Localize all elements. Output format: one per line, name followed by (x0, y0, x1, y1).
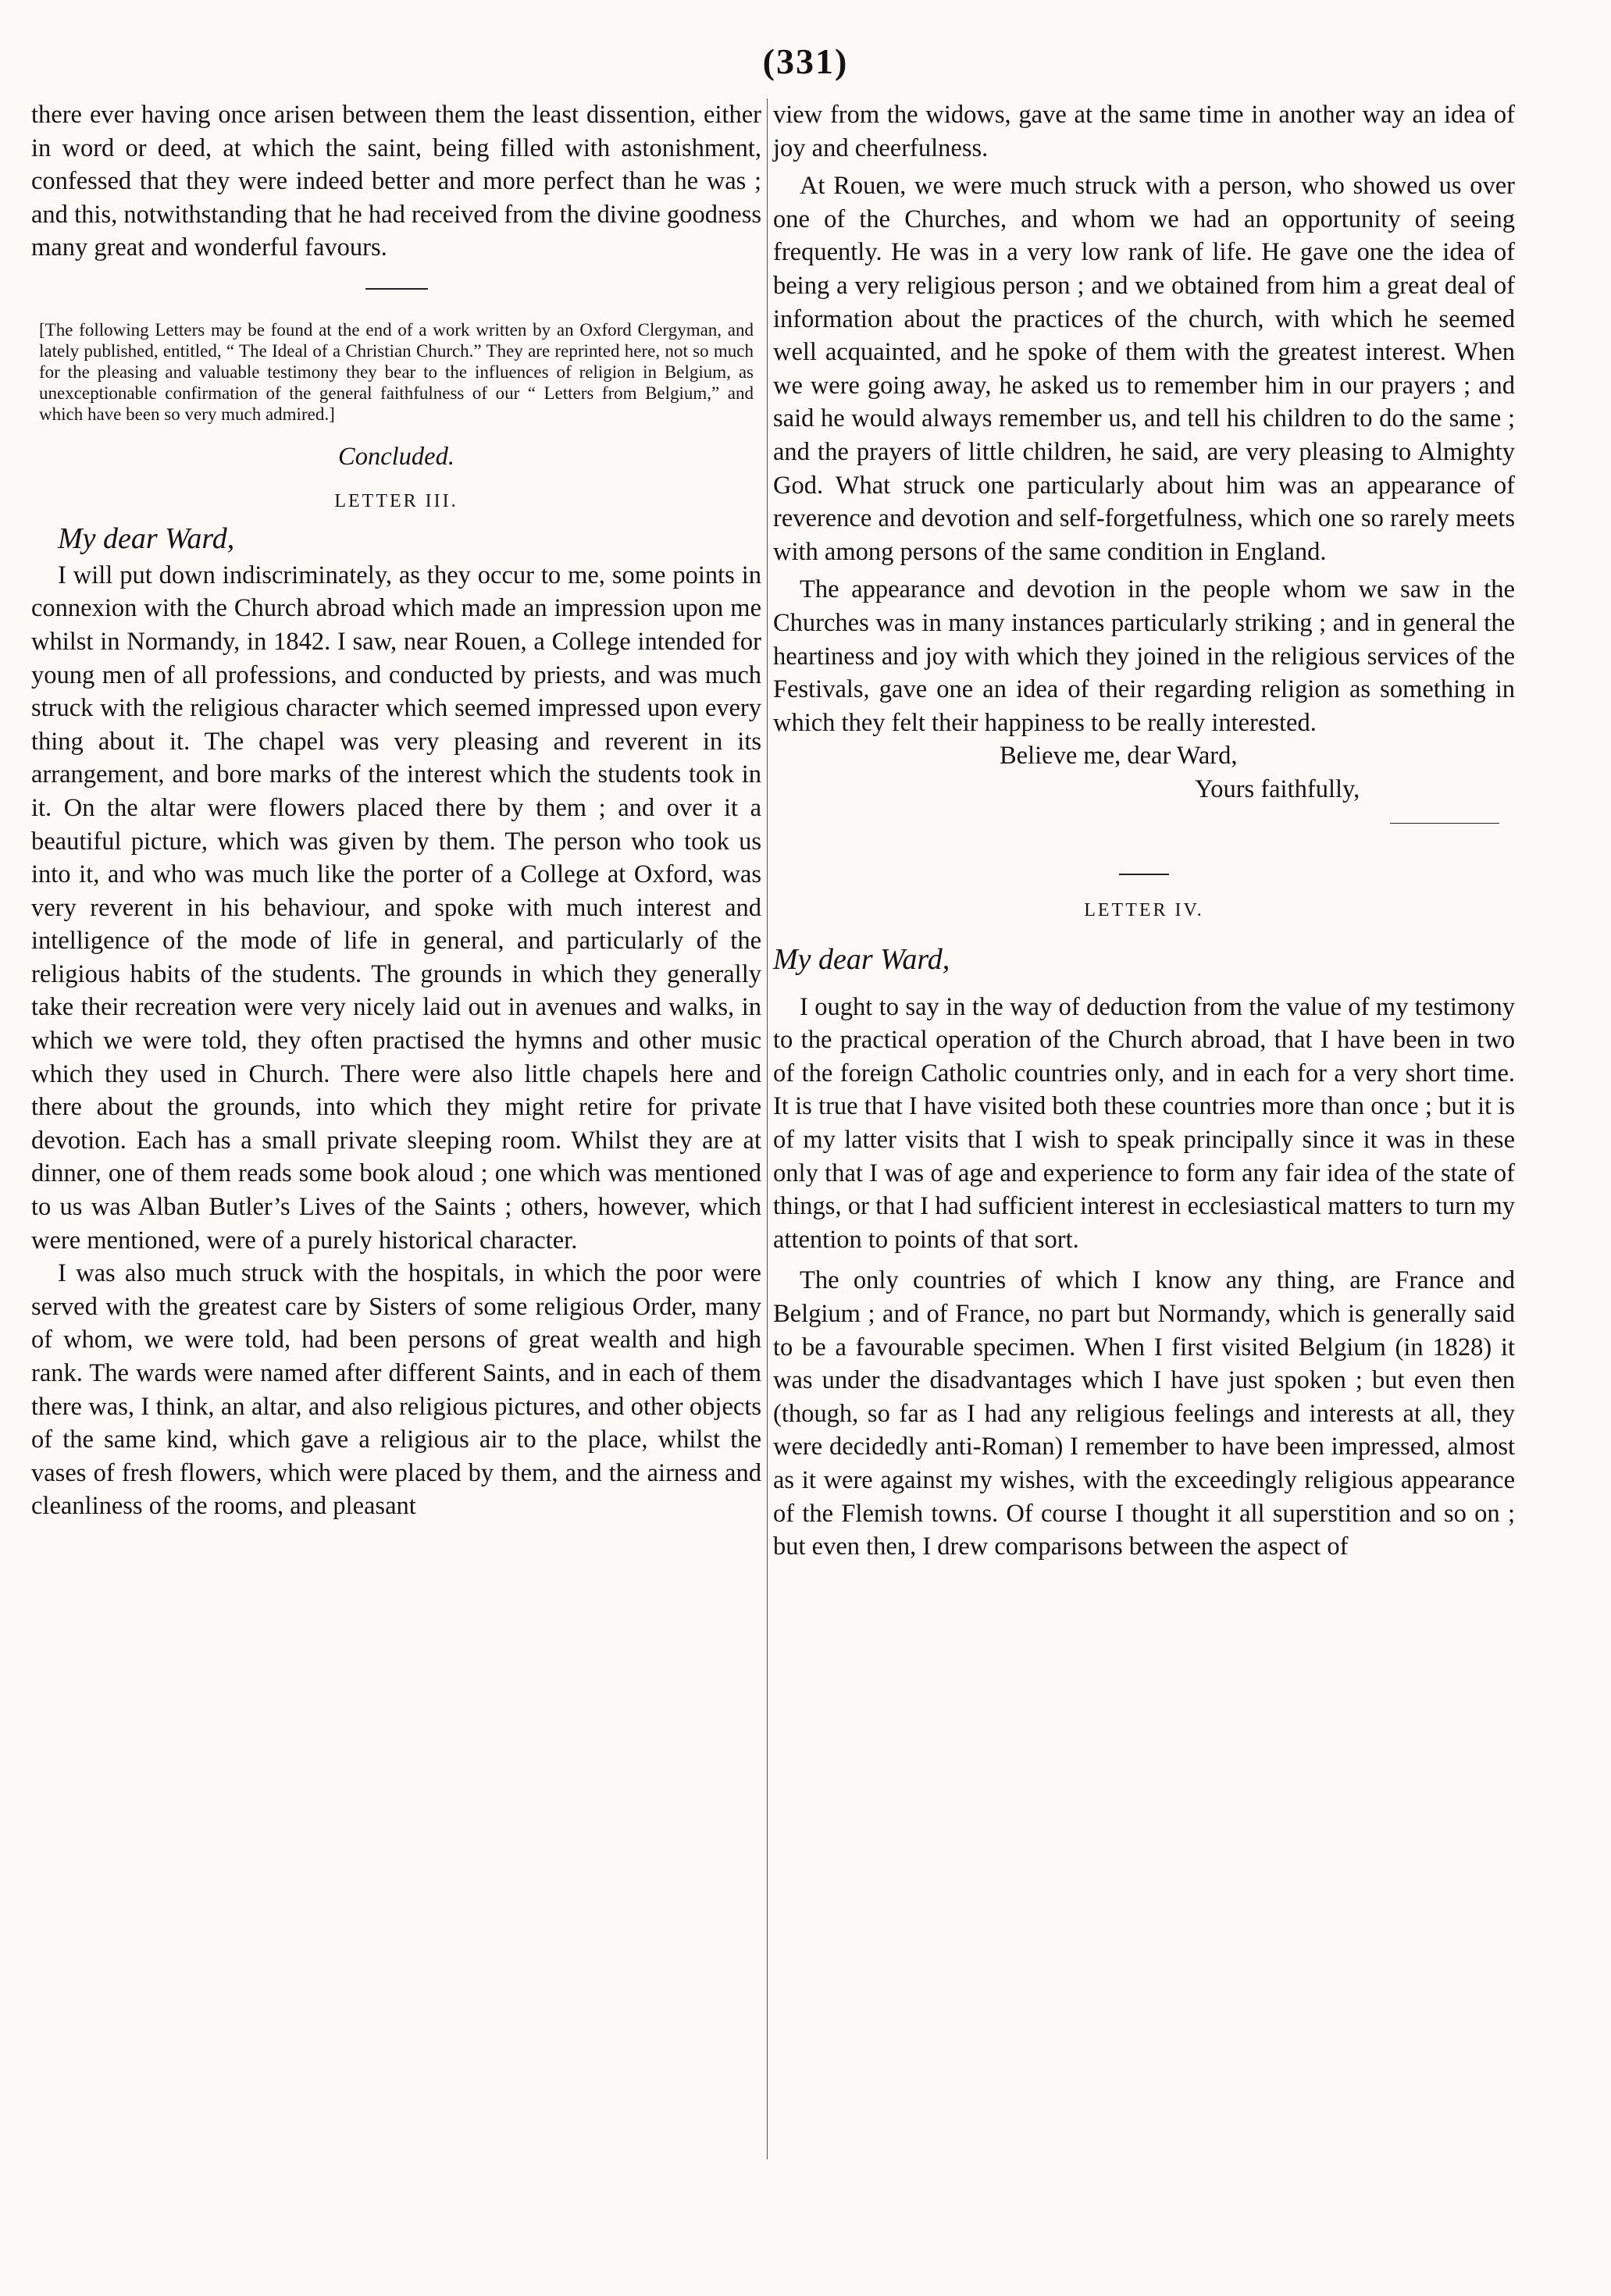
editorial-note: [The following Letters may be found at the end of a work written by an Oxford Clergyman, and lately published, entitled, “ The Ideal of a Christian Church.” They are reprinted here, not so much for the pleasing and valuable testimony they bear to the influences of religion in Belgium, as unexceptionable confirmation of the general faithfulness of our “ Letters from Belgium,” and which have been so very much admired.] (39, 319, 754, 424)
body-paragraph: At Rouen, we were much struck with a person, who showed us over one of the Churches, and whom we had an opportunity of seeing frequently. He was in a very low rank of life. He gave one the idea of being a very religious person ; and we obtained from him a great deal of information about the practices of the church, with which he seemed well acquainted, and he spoke of them with the greatest interest. When we were going away, he asked us to remember him in our prayers ; and said he would always remember us, and tell his children to do the same ; and the prayers of little children, he said, are very pleasing to Almighty God. What struck one particularly about him was an appearance of reverence and devotion and self-forgetfulness, which one so rarely meets with among persons of the same condition in England. (773, 172, 1515, 566)
section-divider (1119, 874, 1169, 875)
page-number: (331) (762, 41, 849, 81)
column-divider (767, 98, 768, 2159)
body-paragraph: I was also much struck with the hospitals, in which the poor were served with the greatest care by Sisters of some religious Order, many of whom, we were told, had been persons of great wealth and high rank. The wards were named after different Saints, and in each of them there was, I think, an altar, and also religious pictures, and other objects of the same kind, which gave a religious air to the place, whilst the vases of fresh flowers, which were placed by them, and the airness and cleanliness of the rooms, and pleasant (31, 1259, 761, 1521)
letter-heading: LETTER IV. (1084, 900, 1204, 921)
salutation: My dear Ward, (773, 943, 950, 977)
body-paragraph: The only countries of which I know any thing, are France and Belgium ; and of France, no part but Normandy, which is generally said to be a favourable specimen. When I first visited Belgium (in 1828) it was under the disadvantages which I have just spoken ; but even then (though, so far as I had any religious feelings and interests at all, they were decidedly anti-Roman) I remember to have been impressed, almost as it were against my wishes, with the exceedingly religious appearance of the Flemish towns. Of course I thought it all superstition and so on ; but even then, I drew comparisons between the aspect of (773, 1266, 1515, 1561)
left-column (31, 98, 761, 2155)
body-paragraph: The appearance and devotion in the people whom we saw in the Churches was in many instances particularly striking ; and in general the heartiness and joy with which they joined in the religious services of the Festivals, gave one an idea of their regarding religion as something in which they felt their happiness to be really interested. (773, 575, 1515, 737)
letter-heading: LETTER III. (334, 490, 458, 511)
closing-line: Yours faithfully, (1195, 774, 1360, 803)
closing-line: Believe me, dear Ward, (1000, 742, 1238, 771)
salutation: My dear Ward, (58, 522, 235, 556)
section-divider (365, 288, 428, 290)
concluded-label: Concluded. (338, 442, 454, 471)
signature-rule (1390, 823, 1499, 824)
right-column (773, 98, 1515, 2155)
continuation-paragraph: view from the widows, gave at the same time in another way an idea of joy and cheerfulness. (773, 101, 1515, 162)
body-paragraph: I ought to say in the way of deduction from the value of my testimony to the practical operation of the Church abroad, that I have been in two of the foreign Catholic countries only, and in each for a very short time. It is true that I have visited both these countries more than once ; but it is of my latter visits that I wish to speak principally since it was in these only that I was of age and experience to form any fair idea of the state of things, or that I had sufficient interest in ecclesiastical matters to turn my attention to points of that sort. (773, 992, 1515, 1254)
body-paragraph: I will put down indiscriminately, as they occur to me, some points in connexion with the Church abroad which made an impression upon me whilst in Normandy, in 1842. I saw, near Rouen, a College intended for young men of all professions, and conducted by priests, and was much struck with the religious character which seemed impressed upon every thing about it. The chapel was very pleasing and reverent in its arrangement, and bore marks of the interest which the students took in it. On the altar were flowers placed there by them ; and over it a beautiful picture, which was given by them. The person who took us into it, and who was much like the porter of a College at Oxford, was very reverent in his behaviour, and spoke with much interest and intelligence of the mode of life in general, and particularly of the religious habits of the students. The grounds in which they generally take their recreation were very nicely laid out in avenues and walks, in which we were told, they often practised the hymns and other music which they used in Church. There were also little chapels here and there about the grounds, into which they might retire for private devotion. Each has a small private sleeping room. Whilst they are at dinner, one of them reads some book aloud ; one which was mentioned to us was Alban Butler’s Lives of the Saints ; others, however, which were mentioned, were of a purely historical character. (31, 561, 761, 1255)
continuation-paragraph: there ever having once arisen between them the least dissention, either in word or deed, at which the saint, being filled with astonishment, confessed that they were indeed better and more perfect than he was ; and this, notwithstanding that he had received from the divine goodness many great and wonderful favours. (31, 101, 761, 262)
